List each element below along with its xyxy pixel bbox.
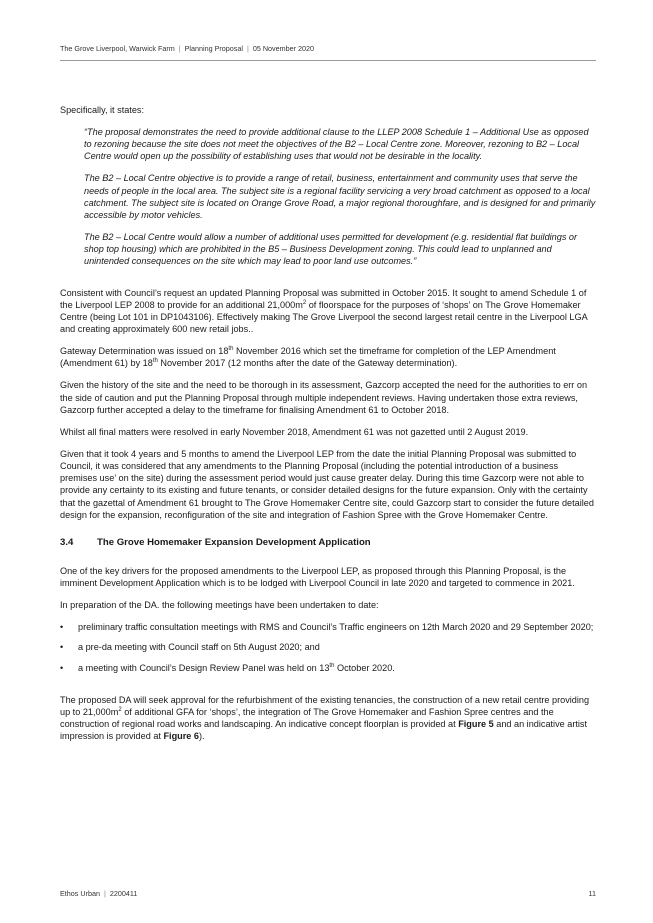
list-item: • preliminary traffic consultation meetings with RMS and Council’s Traffic engineers on 12th March 2020 and 29 September 2020; (60, 622, 594, 633)
figure-6-reference: Figure 6 (163, 731, 199, 742)
bullet-icon: • (60, 622, 64, 633)
quote-paragraph: The B2 – Local Centre would allow a number of additional uses permitted for development (e.g. residential flat buildings or shop top housing) which are prohibited in the B5 – Business Development zoning. This could lead to unplanned and unintended consequences on the site which may lead to poor land use outcomes.” (84, 232, 578, 267)
paragraph-proposed-da: The proposed DA will seek approval for the refurbishment of the existing tenancies, the construction of a new retail centre providing up to $21,000m^2$ of additional GFA for ‘shops’, the integration of The Grove Homemaker and Fashion Spree centres and the construction of regional road works and landscaping. An indicative concept floorplan is provided at Figure 5 and an indicative artist impression is provided at Figure 6). (60, 694, 590, 742)
paragraph-gazettal: Whilst all final matters were resolved in early November 2018, Amendment 61 was not gazetted until 2 August 2019. (60, 426, 529, 437)
footer-separator: | (103, 889, 106, 898)
list-item: • a pre-da meeting with Council staff on 5th August 2020; and (60, 642, 320, 653)
footer-org: Ethos Urban (60, 889, 100, 898)
header-rule (60, 60, 596, 61)
quote-paragraph: “The proposal demonstrates the need to provide additional clause to the LLEP 2008 Schedule 1 – Additional Use as opposed to rezoning because the site does not meet the objectives of the B2 – Local Centre zone. Moreover, rezoning to B2 – Local Centre would open up the possibility of establishing uses that would not be desirable in the locality. (84, 127, 589, 162)
intro-paragraph: Specifically, it states: (60, 105, 145, 115)
header-date: 05 November 2020 (252, 44, 314, 53)
running-footer (60, 889, 596, 898)
quote-paragraph: The B2 – Local Centre objective is to provide a range of retail, business, entertainment and community uses that serve the needs of people in the local area. The subject site is a regional facility servicing a very broad catchment as opposed to a local catchment. The subject site is located on Orange Grove Road, a major regional thoroughfare, and is designed for and primarily accessible by motor vehicles. (84, 173, 596, 221)
header-separator: | (178, 44, 181, 53)
header-separator: | (246, 44, 249, 53)
paragraph-meetings-intro: In preparation of the DA. the following meetings have been undertaken to date: (60, 600, 379, 611)
paragraph-gateway-determination: Gateway Determination was issued on 18th November 2016 which set the timeframe for completion of the LEP Amendment (Amendment 61) by 18th November 2017 (12 months after the date of the Gateway determination). (60, 346, 556, 369)
footer-ref: 2200411 (109, 889, 138, 898)
bullet-icon: • (60, 662, 64, 673)
header-doc-type: Planning Proposal (184, 44, 243, 53)
paragraph-site-history: Given the history of the site and the need to be thorough in its assessment, Gazcorp accepted the need for the authorities to err on the side of caution and put the Planning Proposal through multiple independent reviews. Having undertaken those extra reviews, Gazcorp further accepted a delay to the timeframe for finalising Amendment 61 to October 2018. (60, 380, 588, 415)
running-header (60, 44, 596, 53)
meetings-list (60, 621, 596, 674)
paragraph-delay: Given that it took 4 years and 5 months to amend the Liverpool LEP from the date the initial Planning Proposal was submitted to Council, it was considered that any amendments to the Planning Proposal (including the potential introduction of a business premises use’ on the site) during the assessment period would just cause greater delay. During this time Gazcorp were not able to provide any certainty to its existing and future tenants, or consider detailed designs for the future expansion. Only with the certainty that the gazettal of Amendment 61 brought to The Grove Homemaker Centre site, could Gazcorp start to consider the future detailed design for the expansion, reconfiguration of the site and integration of Fashion Spree with the Grove Homemaker Centre. (60, 448, 594, 520)
figure-5-reference: Figure 5 (458, 719, 494, 730)
paragraph-planning-proposal-2015: Consistent with Council’s request an updated Planning Proposal was submitted in October 2015. It sought to amend Schedule 1 of the Liverpool LEP 2008 to provide for an additional $21,000m^2$ of floorspace for the purposes of ‘shops’ on The Grove Homemaker Centre (being Lot 101 in DP1043106). Effectively making The Grove Liverpool the second largest retail centre in the Liverpool LGA and creating approximately 600 new retail jobs.. (60, 287, 588, 335)
bullet-icon: • (60, 642, 64, 653)
page-body (60, 104, 596, 752)
section-number: 3.4 (60, 537, 74, 549)
paragraph-key-drivers: One of the key drivers for the proposed amendments to the Liverpool LEP, as proposed through this Planning Proposal, is the imminent Development Application which is to be lodged with Liverpool Council in late 2020 and targeted to commence in 2021. (60, 566, 575, 589)
section-title: The Grove Homemaker Expansion Development Application (97, 537, 371, 549)
page-number: 11 (588, 889, 596, 898)
header-project: The Grove Liverpool, Warwick Farm (60, 44, 175, 53)
list-item: • a meeting with Council’s Design Review Panel was held on 13th October 2020. (60, 662, 395, 673)
section-heading (60, 537, 596, 549)
